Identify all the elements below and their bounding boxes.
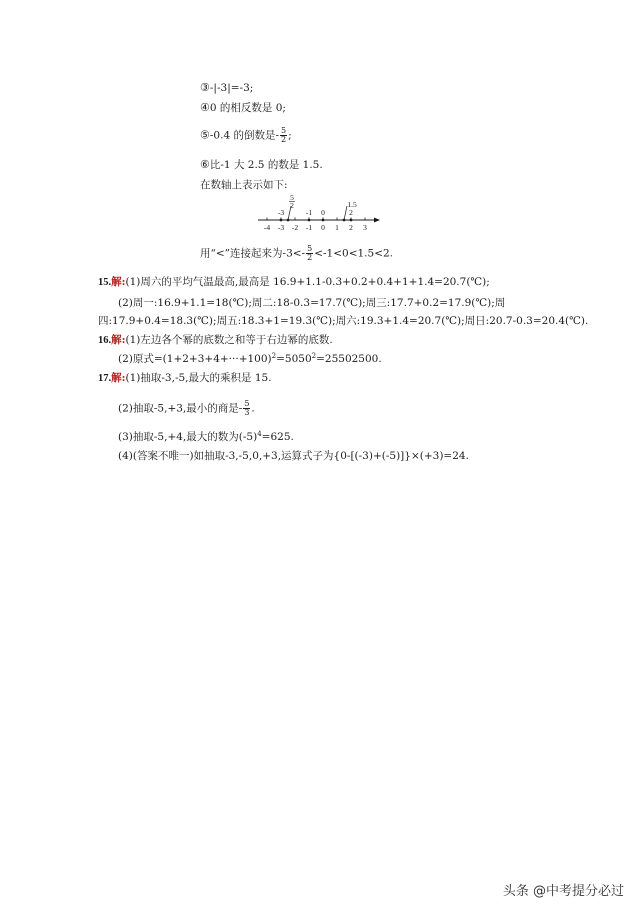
point-label: 1.5 bbox=[347, 200, 357, 209]
item-5-text: -0.4 的倒数是- bbox=[209, 129, 280, 142]
item-4-text: 0 的相反数是 0; bbox=[209, 102, 286, 114]
compare-fraction bbox=[306, 245, 313, 262]
compare-post: <-1<0<1.5<2. bbox=[314, 247, 394, 260]
q15-part-1: (1)周六的平均气温最高,最高是 16.9+1.1-0.3+0.2+0.4+1+1.4=20.7(℃); bbox=[125, 276, 490, 288]
item-5-fraction bbox=[280, 127, 287, 144]
item-4 bbox=[200, 101, 286, 115]
number-line-svg bbox=[256, 193, 382, 239]
q17-fraction-numerator: 5 bbox=[244, 399, 250, 408]
tick-label: -1 bbox=[305, 223, 313, 232]
compare-fraction-numerator: 5 bbox=[307, 244, 313, 253]
item-5-marker: ⑤ bbox=[200, 128, 210, 142]
item-6-text: 比-1 大 2.5 的数是 1.5. bbox=[209, 159, 323, 171]
tick-labels bbox=[264, 223, 367, 232]
item-5 bbox=[200, 127, 292, 144]
q15-answer-label: 解: bbox=[111, 276, 126, 288]
tick-label: 2 bbox=[349, 223, 353, 232]
compare-text: 用“<”连接起来为-3<- bbox=[200, 247, 306, 260]
q16-answer-label: 解: bbox=[111, 334, 126, 346]
q16-exponent-2: 2 bbox=[311, 352, 317, 360]
q17-exponent: 4 bbox=[257, 430, 262, 438]
item-5-fraction-numerator: 5 bbox=[281, 126, 287, 135]
q16-part-2-mid: =5050 bbox=[276, 353, 312, 365]
axis-arrow bbox=[374, 218, 380, 223]
q17-fraction-denominator: 3 bbox=[244, 408, 250, 417]
q16-part-2-post: =25502500. bbox=[316, 353, 382, 365]
axis-intro: 在数轴上表示如下: bbox=[200, 179, 288, 191]
q15-line-1 bbox=[98, 275, 490, 290]
q17-part-3-post: =625. bbox=[261, 431, 294, 443]
q17-part-1: (1)抽取-3,-5,最大的乘积是 15. bbox=[125, 372, 272, 384]
compare-line bbox=[200, 245, 393, 262]
q17-part-3-text: (3)抽取-5,+4,最大的数为(-5) bbox=[118, 431, 258, 443]
tick-label: -3 bbox=[277, 223, 285, 232]
watermark: 头条 @中考提分必过 bbox=[503, 880, 624, 899]
point-label: 0 bbox=[321, 208, 325, 217]
item-3-text: -|-3|=-3; bbox=[209, 82, 254, 94]
item-5-post: ; bbox=[288, 129, 292, 142]
q17-part-3 bbox=[118, 430, 294, 444]
item-4-marker: ④ bbox=[200, 101, 210, 114]
q17-number: 17. bbox=[98, 373, 112, 384]
q17-part-2-post: . bbox=[251, 402, 255, 415]
number-line bbox=[256, 193, 382, 239]
point bbox=[280, 219, 283, 222]
q16-number: 16. bbox=[98, 335, 112, 346]
compare-fraction-denominator: 2 bbox=[307, 253, 313, 262]
q16-exponent-1: 2 bbox=[271, 352, 277, 360]
point-label-fraction-num: 5 bbox=[290, 193, 294, 202]
tick-label: 1 bbox=[335, 223, 339, 232]
item-5-fraction-denominator: 2 bbox=[281, 135, 287, 144]
q16-part-2 bbox=[118, 352, 382, 366]
q17-part-2 bbox=[118, 400, 255, 417]
q17-fraction bbox=[243, 400, 250, 417]
item-6 bbox=[200, 158, 323, 172]
q17-part-2-text: (2)抽取-5,+3,最小的商是- bbox=[118, 402, 243, 415]
item-6-marker: ⑥ bbox=[200, 158, 210, 171]
point-label: 2 bbox=[349, 208, 353, 217]
q17-line-1 bbox=[98, 371, 272, 386]
point-label-fraction-den: 2 bbox=[290, 201, 294, 210]
point bbox=[308, 219, 311, 222]
tick-label: -2 bbox=[291, 223, 299, 232]
point bbox=[350, 219, 353, 222]
q16-line-1 bbox=[98, 333, 333, 348]
q15-part-2b: 四:17.9+0.4=18.3(℃);周五:18.3+1=19.3(℃);周六:19.3+1.4=20.7(℃);周日:20.7-0.3=20.4(℃). bbox=[98, 315, 589, 327]
q16-part-1: (1)左边各个幂的底数之和等于右边幂的底数. bbox=[125, 334, 333, 346]
tick-label: -4 bbox=[263, 223, 271, 232]
item-3-marker: ③ bbox=[200, 81, 210, 94]
item-3 bbox=[200, 81, 253, 95]
point-label: -3 bbox=[277, 208, 285, 217]
q16-part-2-text: (2)原式=(1+2+3+4+···+100) bbox=[118, 353, 272, 365]
q15-part-2a: (2)周一:16.9+1.1=18(℃);周二:18-0.3=17.7(℃);周三:17.7+0.2=17.9(℃);周 bbox=[118, 297, 506, 309]
leader-lines bbox=[288, 206, 347, 220]
q15-number: 15. bbox=[98, 277, 112, 288]
q17-part-4: (4)(答案不唯一)如抽取-3,-5,0,+3,运算式子为{0-[(-3)+(-5)]}×(+3)=24. bbox=[118, 450, 469, 462]
point bbox=[322, 219, 325, 222]
tick-label: 0 bbox=[321, 223, 325, 232]
point-label: -1 bbox=[305, 208, 313, 217]
tick-label: 3 bbox=[363, 223, 367, 232]
q17-answer-label: 解: bbox=[111, 372, 126, 384]
